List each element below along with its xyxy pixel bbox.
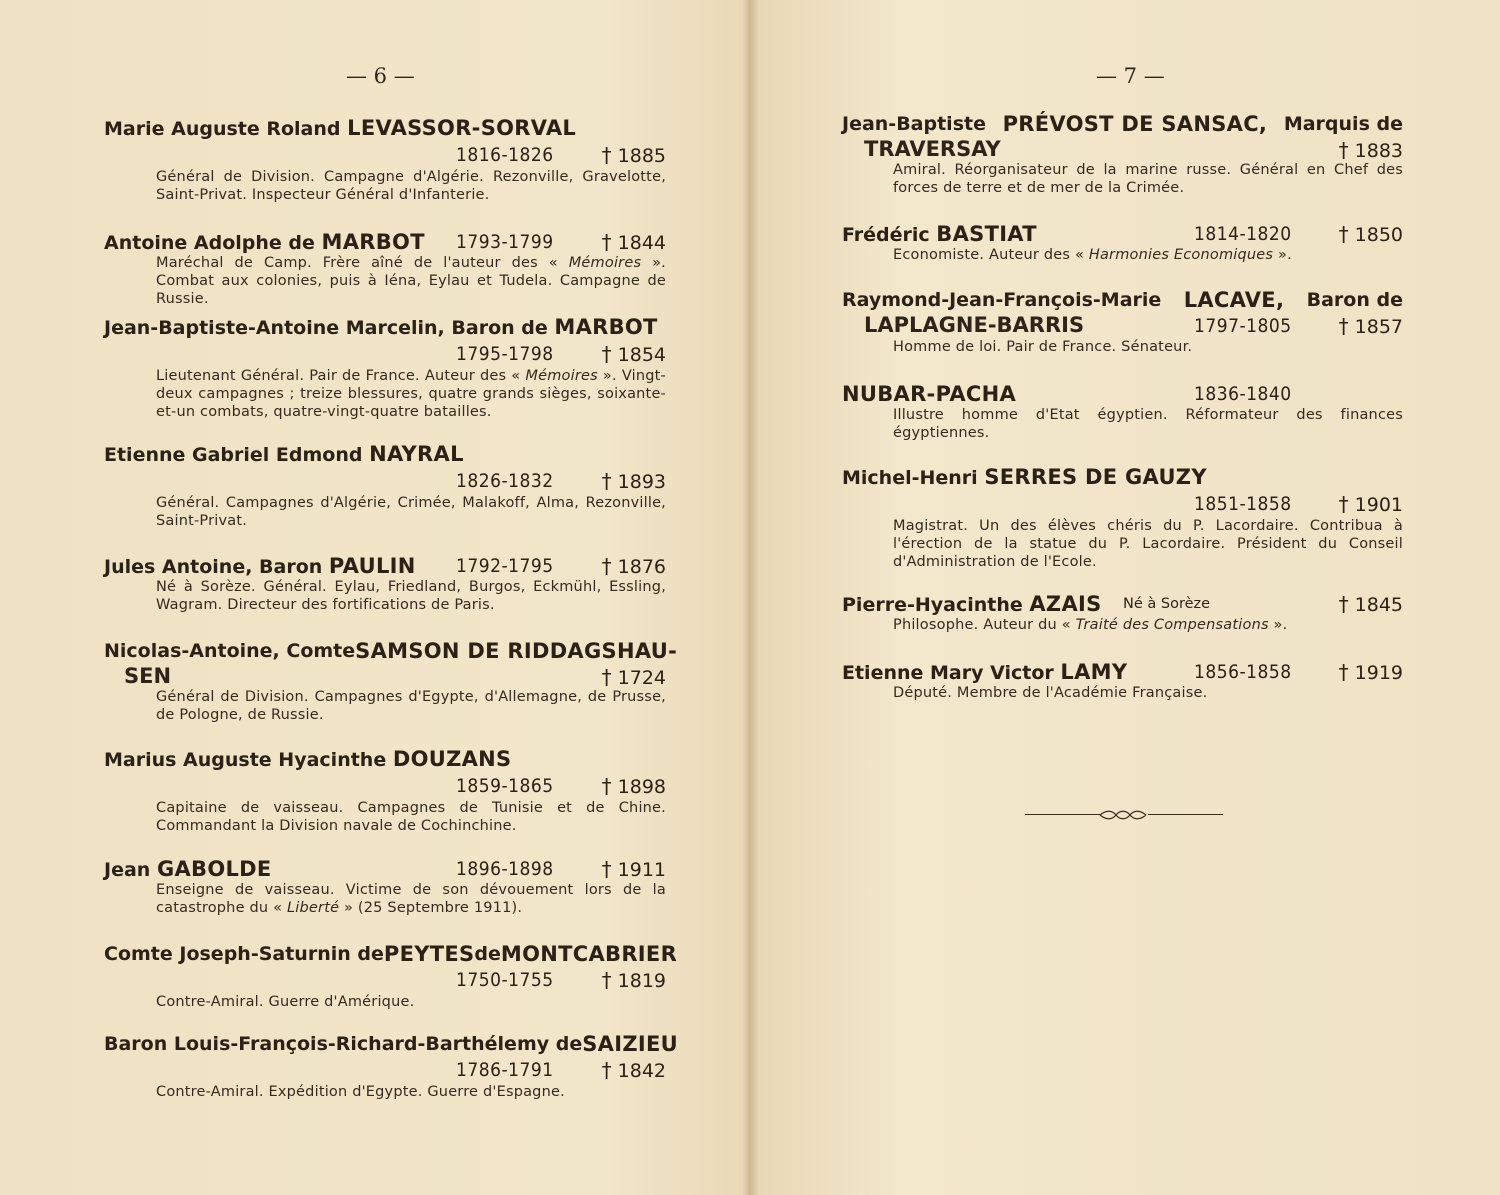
entry-description: Philosophe. Auteur du « Traité des Compensations ». xyxy=(893,617,1288,633)
entry-death: † 1883 xyxy=(1338,138,1403,162)
entry-name-continuation: SEN xyxy=(124,664,172,688)
cross-icon: † xyxy=(601,857,612,881)
entry-death: † 1876 xyxy=(601,554,666,578)
entry-years: 1814-1820 xyxy=(1194,223,1292,245)
entry xyxy=(104,442,666,530)
entry-name: Raymond-Jean-François-Marie LACAVE, Baron de xyxy=(842,288,1403,312)
cross-icon: † xyxy=(1338,222,1349,246)
entry-years: 1793-1799 xyxy=(456,231,554,253)
entry-description: Contre-Amiral. Guerre d'Amérique. xyxy=(156,994,415,1010)
entry-name: Comte Joseph-Saturnin de PEYTES de MONTCABRIER xyxy=(104,942,678,966)
entry-name: NUBAR-PACHA xyxy=(842,382,1017,406)
ornament-icon xyxy=(1098,810,1150,820)
entry-name: Nicolas-Antoine, Comte SAMSON DE RIDDAGSHAU- xyxy=(104,639,678,663)
entry-death: † 1844 xyxy=(601,230,666,254)
cross-icon: † xyxy=(601,230,612,254)
entry xyxy=(842,381,1403,442)
entry-years: 1856-1858 xyxy=(1194,661,1292,683)
right-page xyxy=(752,0,1500,1195)
entry-name: Jean-Baptiste-Antoine Marcelin, Baron de MARBOT xyxy=(104,315,658,339)
entry-years: 1795-1798 xyxy=(456,343,554,365)
entry xyxy=(842,221,1403,264)
cross-icon: † xyxy=(601,1058,612,1082)
entry-description: Capitaine de vaisseau. Campagnes de Tunisie et de Chine. Commandant la Division navale de Cochinchine. xyxy=(156,800,666,834)
entry xyxy=(104,639,678,724)
cross-icon: † xyxy=(1338,138,1349,162)
entry-years: 1792-1795 xyxy=(456,555,554,577)
entry-years: 1826-1832 xyxy=(456,470,554,492)
page-number: — 7 — xyxy=(1096,64,1165,88)
entry-death: † 1911 xyxy=(601,857,666,881)
entry-description: Maréchal de Camp. Frère aîné de l'auteur des « Mémoires ». Combat aux colonies, puis à Iéna, Eylau et Tudela. Campagne de Russie. xyxy=(156,255,666,307)
entry xyxy=(842,591,1403,634)
entry-name: Jean-Baptiste PRÉVOST DE SANSAC, Marquis de xyxy=(842,112,1403,136)
entry-death: † 1901 xyxy=(1338,492,1403,516)
entry xyxy=(842,112,1403,197)
cross-icon: † xyxy=(601,665,612,689)
entry-death: † 1885 xyxy=(601,143,666,167)
entry xyxy=(104,553,666,614)
entry-description: Lieutenant Général. Pair de France. Auteur des « Mémoires ». Vingt-deux campagnes ; treize blessures, quatre grands sièges, soixante-et-un combats, quatre-vingt-quatre batailles. xyxy=(156,368,666,420)
entry-name: Frédéric BASTIAT xyxy=(842,222,1037,246)
entry-years: 1896-1898 xyxy=(456,858,554,880)
entry-description: Economiste. Auteur des « Harmonies Economiques ». xyxy=(893,247,1292,263)
left-page xyxy=(0,0,748,1195)
entry-name: Marie Auguste Roland LEVASSOR-SORVAL xyxy=(104,116,577,140)
entry-death: † 1724 xyxy=(601,665,666,689)
entry-death: † 1893 xyxy=(601,469,666,493)
entry-years: 1851-1858 xyxy=(1194,493,1292,515)
entry-description: Contre-Amiral. Expédition d'Egypte. Guerre d'Espagne. xyxy=(156,1084,565,1100)
ornament-divider xyxy=(1025,810,1223,820)
entry-description: Député. Membre de l'Académie Française. xyxy=(893,685,1208,701)
entry-description: Général. Campagnes d'Algérie, Crimée, Malakoff, Alma, Rezonville, Saint-Privat. xyxy=(156,495,666,529)
entry-name: Jean GABOLDE xyxy=(104,857,272,881)
page-number: — 6 — xyxy=(346,64,415,88)
entry xyxy=(104,315,666,421)
entry-death: † 1845 xyxy=(1338,592,1403,616)
cross-icon: † xyxy=(601,554,612,578)
entry-years: 1836-1840 xyxy=(1194,383,1292,405)
entry-description: Né à Sorèze. Général. Eylau, Friedland, Burgos, Eckmühl, Essling, Wagram. Directeur des fortifications de Paris. xyxy=(156,579,666,613)
cross-icon: † xyxy=(601,143,612,167)
entry-years: 1797-1805 xyxy=(1194,315,1292,337)
cross-icon: † xyxy=(1338,592,1349,616)
entry-description: Amiral. Réorganisateur de la marine russe. Général en Chef des forces de terre et de mer de la Crimée. xyxy=(893,162,1403,196)
entry-name-continuation: LAPLAGNE-BARRIS xyxy=(864,313,1085,337)
entry-description: Homme de loi. Pair de France. Sénateur. xyxy=(893,339,1193,355)
entry-name: Etienne Gabriel Edmond NAYRAL xyxy=(104,442,464,466)
entry xyxy=(104,1032,678,1101)
entry-description: Magistrat. Un des élèves chéris du P. Lacordaire. Contribua à l'érection de la statue du P. Lacordaire. Président du Conseil d'Administration de l'Ecole. xyxy=(893,518,1403,570)
entry-name: Marius Auguste Hyacinthe DOUZANS xyxy=(104,747,512,771)
entry-description: Illustre homme d'Etat égyptien. Réformateur des finances égyptiennes. xyxy=(893,407,1403,441)
entry-death: † 1919 xyxy=(1338,660,1403,684)
entry xyxy=(104,116,666,204)
cross-icon: † xyxy=(601,469,612,493)
entry-name: Etienne Mary Victor LAMY xyxy=(842,660,1128,684)
entry-death: † 1850 xyxy=(1338,222,1403,246)
entry-years: 1816-1826 xyxy=(456,144,554,166)
cross-icon: † xyxy=(601,968,612,992)
entry-years: 1786-1791 xyxy=(456,1059,554,1081)
entry-death: † 1842 xyxy=(601,1058,666,1082)
entry xyxy=(104,747,666,835)
entry-death: † 1819 xyxy=(601,968,666,992)
entry-death: † 1898 xyxy=(601,774,666,798)
cross-icon: † xyxy=(1338,314,1349,338)
entry-description: Général de Division. Campagne d'Algérie. Rezonville, Gravelotte, Saint-Privat. Inspecteur Général d'Infanterie. xyxy=(156,169,666,203)
entry-name: Pierre-Hyacinthe AZAIS xyxy=(842,592,1102,616)
entry-name: Jules Antoine, Baron PAULIN xyxy=(104,554,416,578)
entry-name: Baron Louis-François-Richard-Barthélemy de SAIZIEU xyxy=(104,1032,678,1056)
entry xyxy=(104,942,678,1011)
entry-description: Général de Division. Campagnes d'Egypte, d'Allemagne, de Prusse, de Pologne, de Russie. xyxy=(156,689,666,723)
cross-icon: † xyxy=(601,774,612,798)
cross-icon: † xyxy=(1338,660,1349,684)
entry-death: † 1854 xyxy=(601,342,666,366)
entry-name-continuation: TRAVERSAY xyxy=(864,137,1001,161)
entry-years: 1750-1755 xyxy=(456,969,554,991)
entry xyxy=(104,856,666,917)
entry-name: Antoine Adolphe de MARBOT xyxy=(104,230,425,254)
entry-note: Né à Sorèze xyxy=(1123,596,1211,612)
cross-icon: † xyxy=(1338,492,1349,516)
entry xyxy=(842,465,1403,571)
entry-years: 1859-1865 xyxy=(456,775,554,797)
entry-description: Enseigne de vaisseau. Victime de son dévouement lors de la catastrophe du « Liberté » (25 Septembre 1911). xyxy=(156,882,666,916)
entry-death: † 1857 xyxy=(1338,314,1403,338)
entry xyxy=(842,288,1403,356)
entry-name: Michel-Henri SERRES DE GAUZY xyxy=(842,465,1207,489)
entry xyxy=(104,229,666,308)
entry xyxy=(842,659,1403,702)
cross-icon: † xyxy=(601,342,612,366)
